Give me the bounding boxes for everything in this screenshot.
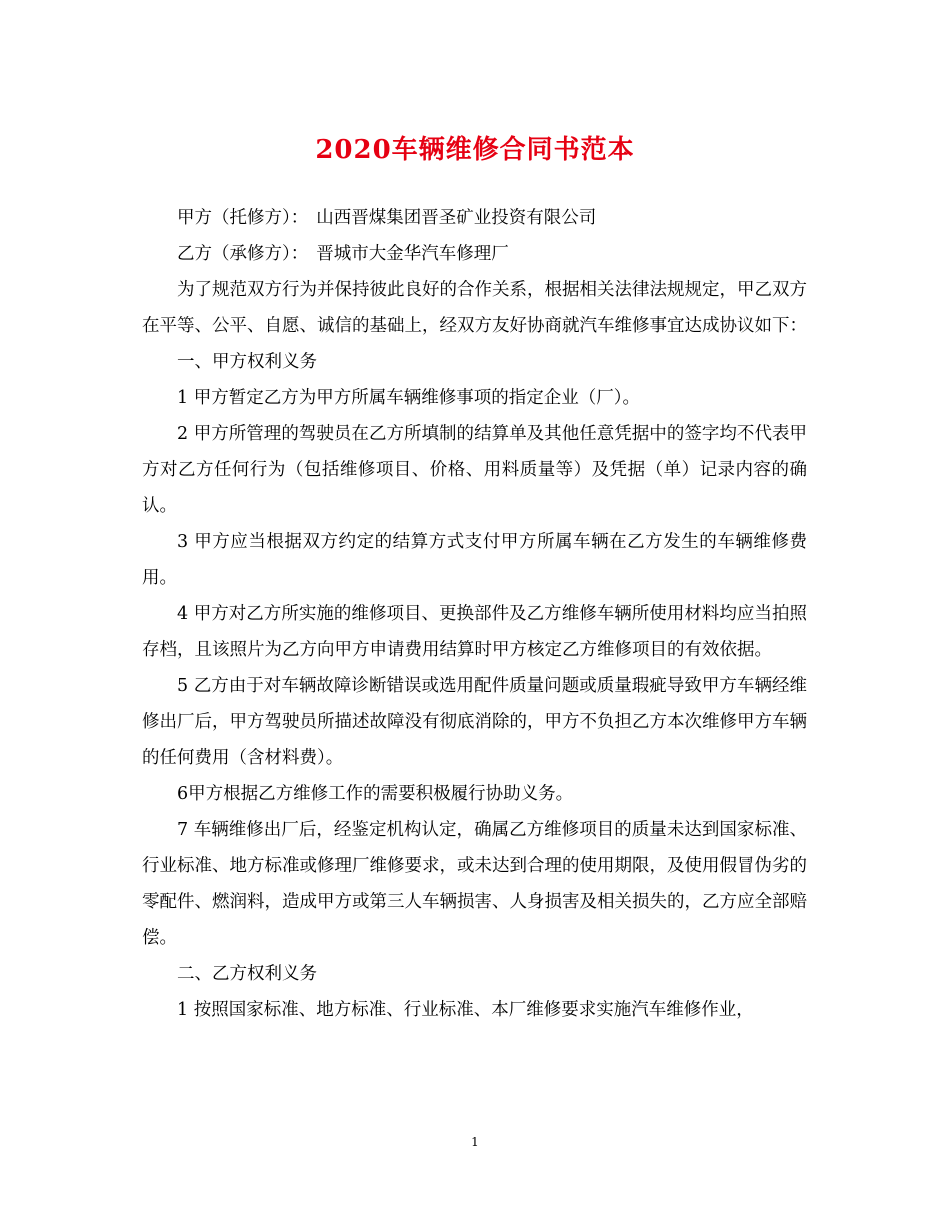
section-heading-party-b: 二、乙方权利义务 <box>177 964 317 984</box>
document-body <box>142 200 807 1028</box>
clause-a-1: 1 甲方暂定乙方为甲方所属车辆维修事项的指定企业（厂）。 <box>177 388 640 408</box>
clause-a-6: 6甲方根据乙方维修工作的需要积极履行协助义务。 <box>177 784 574 804</box>
page-number: 1 <box>471 1135 479 1149</box>
document-title: 2020车辆维修合同书范本 <box>315 135 635 165</box>
party-b-name: 晋城市大金华汽车修理厂 <box>316 244 509 264</box>
party-a-label: 甲方（托修方）： <box>177 208 309 228</box>
party-a-line <box>142 200 807 236</box>
clause-b-1: 1 按照国家标准、地方标准、行业标准、本厂维修要求实施汽车维修作业， <box>177 1000 754 1020</box>
party-a-name: 山西晋煤集团晋圣矿业投资有限公司 <box>316 208 597 228</box>
party-b-line <box>142 236 807 272</box>
clause-a-2: 2 甲方所管理的驾驶员在乙方所填制的结算单及其他任意凭据中的签字均不代表甲方对乙方任何行为（包括维修项目、价格、用料质量等）及凭据（单）记录内容的确认。 <box>142 424 807 516</box>
paragraph-preamble: 为了规范双方行为并保持彼此良好的合作关系，根据相关法律法规规定，甲乙双方在平等、公平、自愿、诚信的基础上，经双方友好协商就汽车维修事宜达成协议如下： <box>142 280 807 336</box>
clause-a-5: 5 乙方由于对车辆故障诊断错误或选用配件质量问题或质量瑕疵导致甲方车辆经维修出厂后，甲方驾驶员所描述故障没有彻底消除的，甲方不负担乙方本次维修甲方车辆的任何费用（含材料费）。 <box>142 676 807 768</box>
clause-a-7: 7 车辆维修出厂后，经鉴定机构认定，确属乙方维修项目的质量未达到国家标准、行业标准、地方标准或修理厂维修要求，或未达到合理的使用期限，及使用假冒伪劣的零配件、燃润料，造成甲方或第三人车辆损害、人身损害及相关损失的，乙方应全部赔偿。 <box>142 820 807 948</box>
section-heading-party-a: 一、甲方权利义务 <box>177 352 317 372</box>
party-b-label: 乙方（承修方）： <box>177 244 309 264</box>
clause-a-4: 4 甲方对乙方所实施的维修项目、更换部件及乙方维修车辆所使用材料均应当拍照存档，且该照片为乙方向甲方申请费用结算时甲方核定乙方维修项目的有效依据。 <box>142 604 807 660</box>
clause-a-3: 3 甲方应当根据双方约定的结算方式支付甲方所属车辆在乙方发生的车辆维修费用。 <box>142 532 807 588</box>
